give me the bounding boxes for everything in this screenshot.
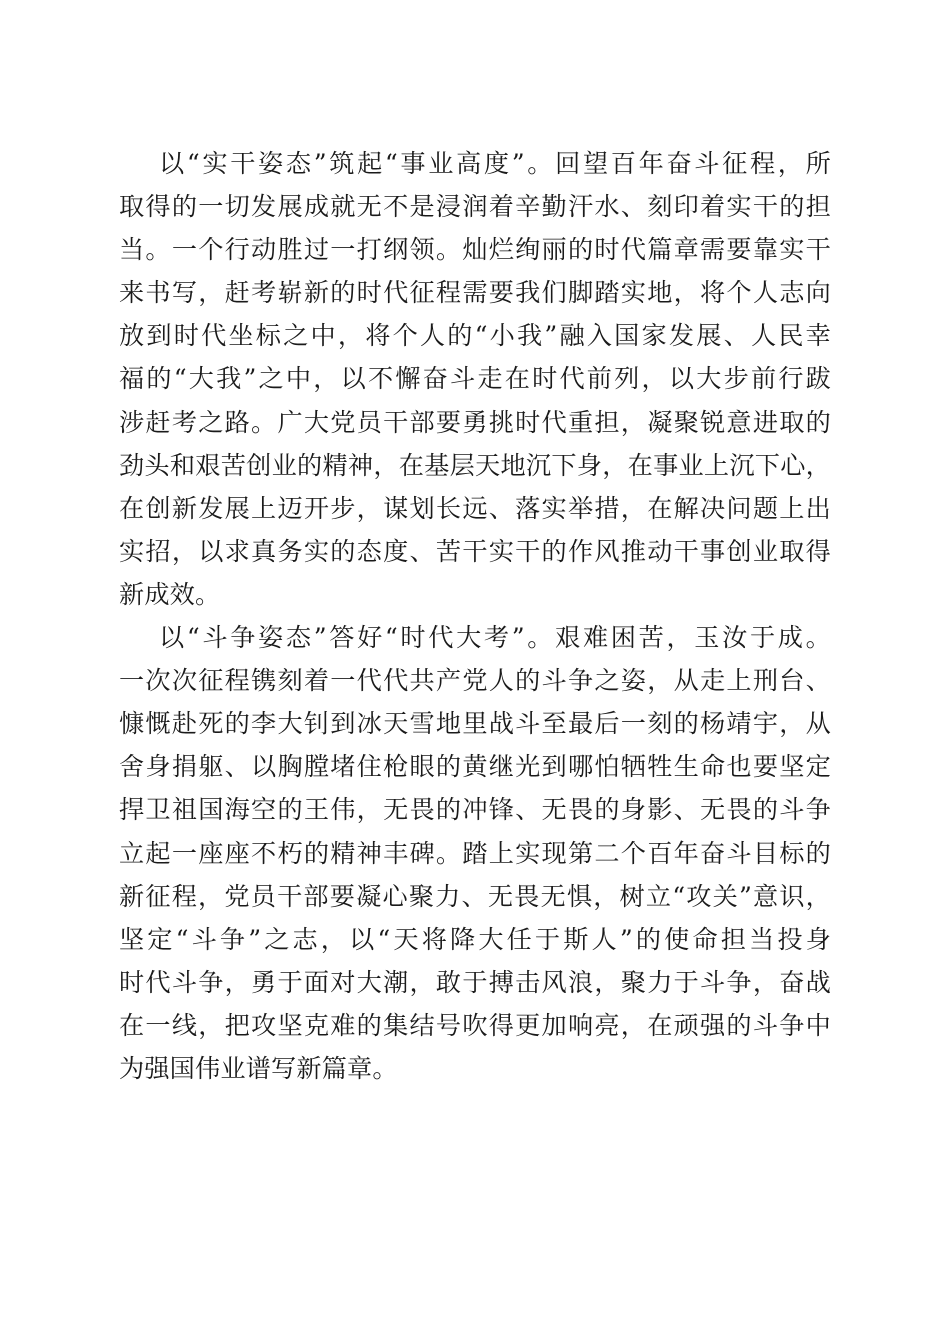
paragraph-line: 舍身捐躯、以胸膛堵住枪眼的黄继光到哪怕牺牲生命也要坚定 bbox=[119, 752, 831, 782]
paragraph-line: 劲头和艰苦创业的精神，在基层天地沉下身，在事业上沉下心， bbox=[119, 450, 831, 480]
paragraph-1 bbox=[119, 142, 831, 616]
paragraph-line: 涉赶考之路。广大党员干部要勇挑时代重担，凝聚锐意进取的 bbox=[119, 407, 831, 437]
paragraph-line: 立起一座座不朽的精神丰碑。踏上实现第二个百年奋斗目标的 bbox=[119, 838, 831, 868]
paragraph-line: 为强国伟业谱写新篇章。 bbox=[119, 1053, 398, 1083]
paragraph-line: 时代斗争，勇于面对大潮，敢于搏击风浪，聚力于斗争，奋战 bbox=[119, 967, 831, 997]
paragraph-line: 来书写，赶考崭新的时代征程需要我们脚踏实地，将个人志向 bbox=[119, 278, 831, 308]
paragraph-line: 坚定“斗争”之志，以“天将降大任于斯人”的使命担当投身 bbox=[119, 924, 831, 954]
paragraph-line: 以“实干姿态”筑起“事业高度”。回望百年奋斗征程，所 bbox=[159, 149, 831, 178]
paragraph-2 bbox=[119, 616, 831, 1090]
paragraph-line: 当。一个行动胜过一打纲领。灿烂绚丽的时代篇章需要靠实干 bbox=[119, 235, 831, 265]
paragraph-line: 捍卫祖国海空的王伟，无畏的冲锋、无畏的身影、无畏的斗争 bbox=[119, 795, 831, 825]
paragraph-line: 放到时代坐标之中，将个人的“小我”融入国家发展、人民幸 bbox=[119, 321, 831, 351]
paragraph-line: 在一线，把攻坚克难的集结号吹得更加响亮，在顽强的斗争中 bbox=[119, 1010, 831, 1040]
document-body bbox=[119, 142, 831, 1090]
paragraph-line: 新征程，党员干部要凝心聚力、无畏无惧，树立“攻关”意识， bbox=[119, 881, 831, 911]
paragraph-line: 取得的一切发展成就无不是浸润着辛勤汗水、刻印着实干的担 bbox=[119, 192, 831, 222]
paragraph-line: 一次次征程镌刻着一代代共产党人的斗争之姿，从走上刑台、 bbox=[119, 666, 831, 696]
paragraph-line: 实招，以求真务实的态度、苦干实干的作风推动干事创业取得 bbox=[119, 536, 831, 566]
paragraph-line: 慷慨赴死的李大钊到冰天雪地里战斗至最后一刻的杨靖宇，从 bbox=[119, 709, 831, 739]
paragraph-line: 以“斗争姿态”答好“时代大考”。艰难困苦，玉汝于成。 bbox=[159, 623, 831, 653]
paragraph-line: 在创新发展上迈开步，谋划长远、落实举措，在解决问题上出 bbox=[119, 493, 831, 523]
paragraph-line: 新成效。 bbox=[119, 579, 221, 609]
paragraph-line: 福的“大我”之中，以不懈奋斗走在时代前列，以大步前行跋 bbox=[119, 364, 831, 394]
